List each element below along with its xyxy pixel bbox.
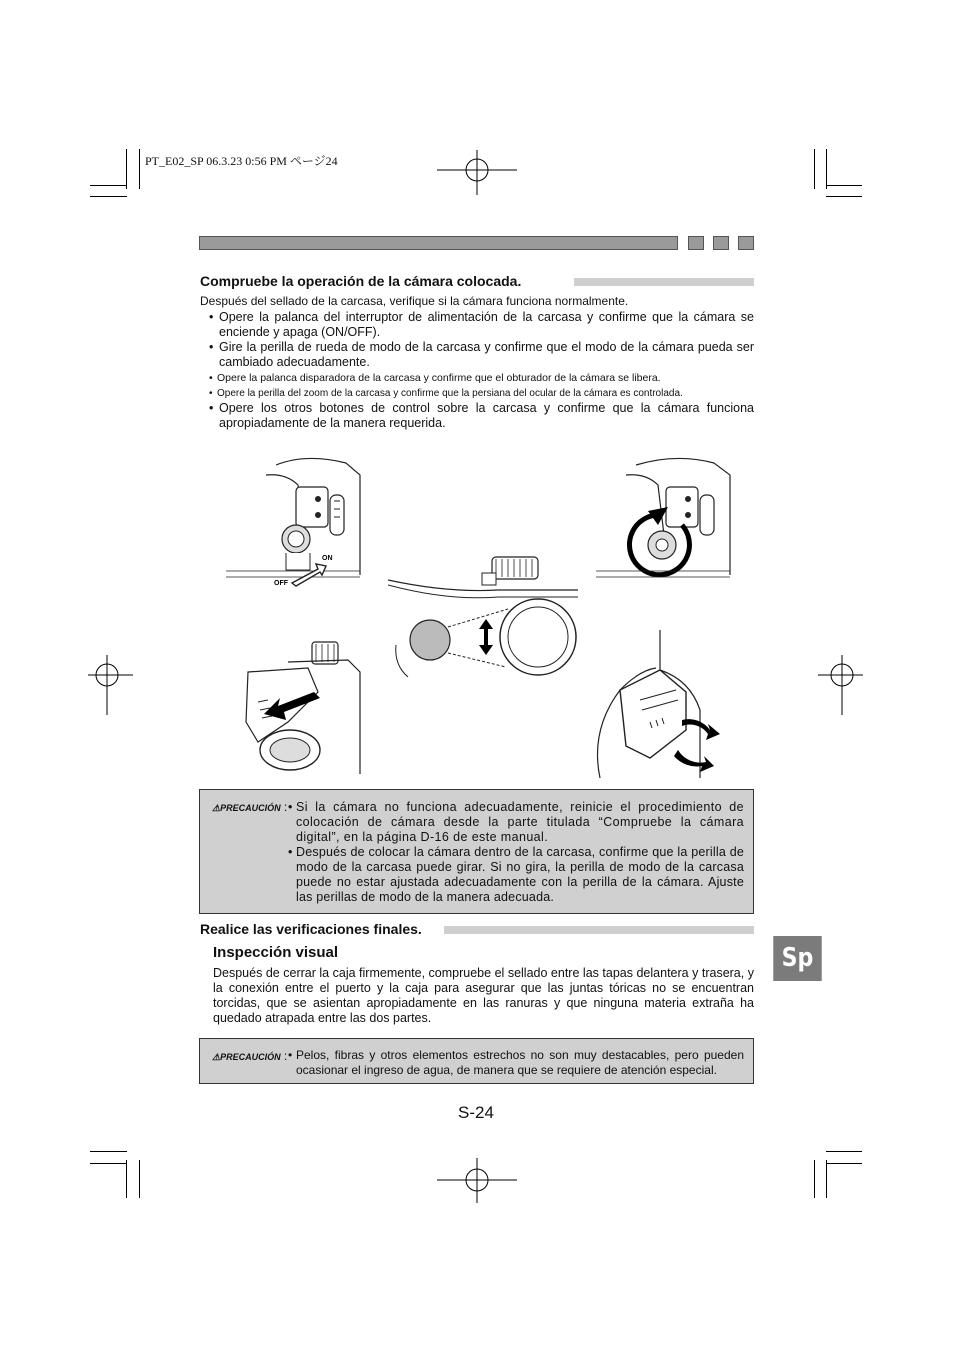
caution-box	[199, 1038, 754, 1084]
bullet-item: • Opere la palanca disparadora de la carcasa y confirme que el obturador de la cámara se libera.	[209, 372, 661, 384]
header-square	[713, 236, 729, 250]
registration-mark-top	[437, 150, 517, 195]
registration-mark-right	[818, 655, 863, 715]
section-title: Compruebe la operación de la cámara colocada.	[200, 273, 522, 289]
crop-mark	[139, 1160, 140, 1198]
intro-text: Después del sellado de la carcasa, verifique si la cámara funciona normalmente.	[200, 294, 629, 308]
warning-icon: ⚠	[212, 803, 221, 813]
subsection-title: Inspección visual	[213, 944, 339, 961]
header-square	[688, 236, 704, 250]
section-rule	[444, 926, 754, 934]
page-number: S-24	[458, 1103, 494, 1122]
crop-mark	[826, 196, 862, 197]
bullet-item: • Opere la palanca del interruptor de alimentación de la carcasa y confirme que la cámara se enciende y apaga (ON/OFF).	[209, 310, 754, 339]
header-bar	[199, 236, 678, 250]
crop-mark	[126, 149, 127, 189]
section-title: Realice las verificaciones finales.	[200, 921, 422, 937]
caution-item: • Si la cámara no funciona adecuadamente, reinicie el procedimiento de colocación de cámara desde la parte titulada “Compruebe la cámara digital”, en la página D-16 de este manual.	[288, 800, 744, 844]
print-slug: PT_E02_SP 06.3.23 0:56 PM ページ24	[145, 154, 338, 168]
registration-mark-left	[88, 655, 133, 715]
crop-mark	[90, 185, 127, 186]
crop-mark	[139, 149, 140, 189]
caution-item: • Después de colocar la cámara dentro de la carcasa, confirme que la perilla de modo de la carcasa puede girar. Si no gira, la perilla de modo de la carcasa puede no estar ajustada adecuadamente con la perilla de la cámara. Ajuste las perillas de modo de la manera adecuada.	[288, 845, 744, 904]
caution-box	[199, 789, 754, 914]
illustration-zoom-lever	[590, 630, 740, 778]
registration-mark-bottom	[437, 1158, 517, 1203]
crop-mark	[826, 185, 862, 186]
illustration-shutter-lever	[228, 632, 363, 774]
section-rule	[574, 278, 754, 286]
crop-mark	[826, 1163, 862, 1164]
on-label: ON	[322, 555, 333, 562]
header-square	[738, 236, 754, 250]
bullet-item: • Gire la perilla de rueda de modo de la carcasa y confirme que el modo de la cámara pueda ser cambiado adecuadamente.	[209, 340, 754, 369]
crop-mark	[814, 149, 815, 189]
caution-label: ⚠PRECAUCIÓN :	[212, 1049, 288, 1063]
crop-mark	[826, 149, 827, 189]
off-label: OFF	[274, 580, 288, 587]
crop-mark	[90, 1151, 127, 1152]
bullet-item: • Opere la perilla del zoom de la carcasa y confirme que la persiana del ocular de la cámara es controlada.	[209, 388, 683, 399]
illustration-zoom-knob	[388, 545, 578, 680]
illustration-mode-dial	[596, 445, 746, 595]
crop-mark	[126, 1160, 127, 1198]
caution-label: ⚠PRECAUCIÓN :	[212, 800, 288, 814]
warning-icon: ⚠	[212, 1052, 221, 1062]
crop-mark	[826, 1160, 827, 1198]
caution-item: • Pelos, fibras y otros elementos estrechos no son muy destacables, pero pueden ocasionar el ingreso de agua, de manera que se requiere de atención especial.	[288, 1048, 744, 1077]
crop-mark	[814, 1160, 815, 1198]
crop-mark	[90, 1163, 127, 1164]
bullet-item: • Opere los otros botones de control sobre la carcasa y confirme que la cámara funciona apropiadamente de la manera requerida.	[209, 401, 754, 430]
illustration-power-switch	[226, 445, 366, 595]
crop-mark	[90, 196, 127, 197]
crop-mark	[826, 1151, 862, 1152]
inspection-paragraph: Después de cerrar la caja firmemente, compruebe el sellado entre las tapas delantera y trasera, y la conexión entre el puerto y la caja para asegurar que las juntas tóricas no se encuentran torcidas, que se asientan apropiadamente en las ranuras y que ninguna materia extraña ha quedado atrapada entre las dos partes.	[213, 966, 754, 1025]
language-tab: Sp	[773, 936, 821, 981]
